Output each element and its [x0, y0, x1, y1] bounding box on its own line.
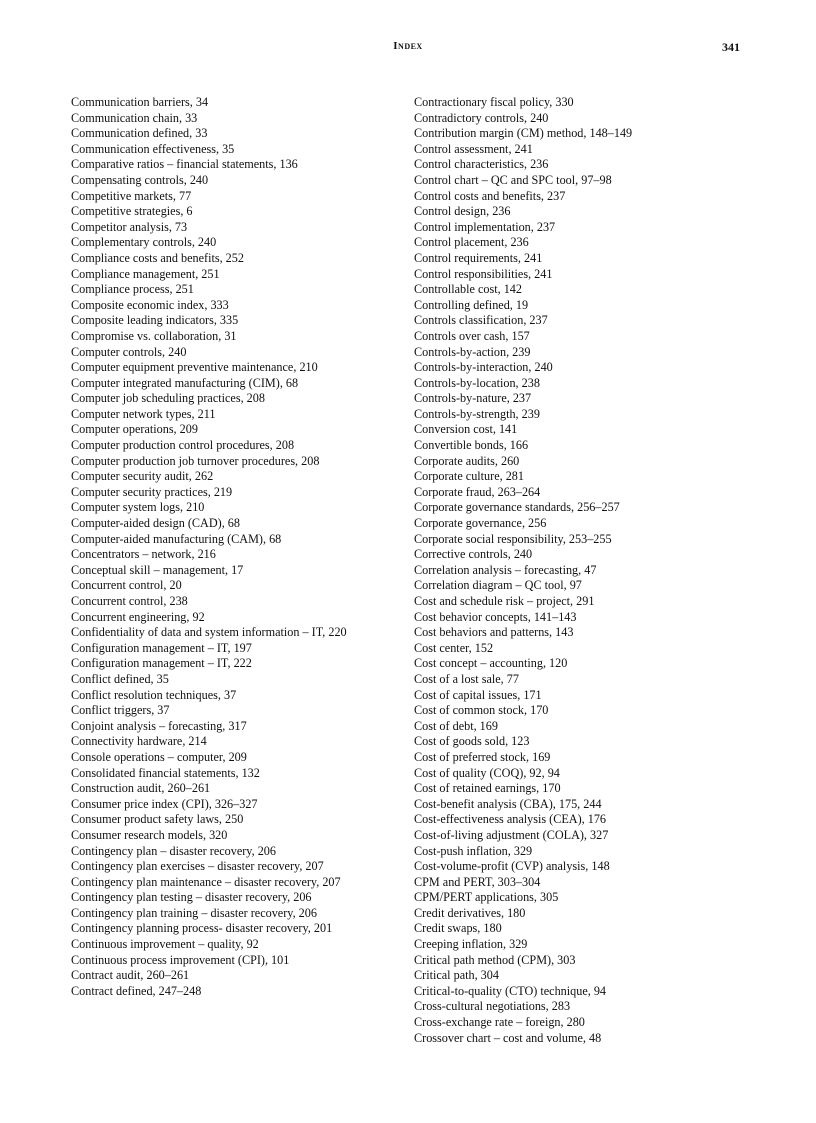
index-entry: Computer system logs, 210 — [71, 500, 205, 515]
index-entry: CPM and PERT, 303–304 — [414, 874, 541, 889]
index-entry: Control assessment, 241 — [414, 141, 533, 156]
index-entry: Conflict resolution techniques, 37 — [71, 687, 237, 702]
index-entry: Control characteristics, 236 — [414, 157, 549, 172]
index-entry: Contingency planning process- disaster recovery, 201 — [71, 921, 333, 936]
index-entry: Controls-by-location, 238 — [414, 375, 540, 390]
index-entry: Communication effectiveness, 35 — [71, 141, 235, 156]
index-entry: Cost of a lost sale, 77 — [414, 671, 519, 686]
index-entry: Controls over cash, 157 — [414, 328, 530, 343]
index-entry: Cost concept – accounting, 120 — [414, 656, 568, 671]
index-entry: Corporate governance, 256 — [414, 516, 547, 531]
index-entry: Competitive strategies, 6 — [71, 204, 193, 219]
index-entry: Conceptual skill – management, 17 — [71, 562, 244, 577]
index-entry: Computer equipment preventive maintenance, 210 — [71, 360, 318, 375]
index-entry: Conversion cost, 141 — [414, 422, 518, 437]
index-entry: Critical path, 304 — [414, 968, 499, 983]
index-entry: Computer security audit, 262 — [71, 469, 214, 484]
index-entry: Cost and schedule risk – project, 291 — [414, 594, 595, 608]
index-entry: Connectivity hardware, 214 — [71, 734, 207, 749]
index-entry: Computer security practices, 219 — [71, 484, 233, 499]
index-entry: Corporate culture, 281 — [414, 469, 524, 484]
index-column-right — [414, 95, 754, 1046]
index-entry: Contract audit, 260–261 — [71, 968, 190, 983]
index-entry: Conjoint analysis – forecasting, 317 — [71, 718, 247, 733]
index-entry: Consumer price index (CPI), 326–327 — [71, 796, 258, 811]
index-entry: Computer-aided manufacturing (CAM), 68 — [71, 531, 282, 546]
index-entry: Control requirements, 241 — [414, 250, 543, 265]
index-entry: CPM/PERT applications, 305 — [414, 890, 559, 905]
index-entry: Control responsibilities, 241 — [414, 266, 553, 281]
index-entry: Control chart – QC and SPC tool, 97–98 — [414, 172, 612, 187]
index-entry: Contingency plan exercises – disaster recovery, 207 — [71, 859, 324, 874]
index-entry: Continuous process improvement (CPI), 101 — [71, 952, 290, 967]
index-entry: Console operations – computer, 209 — [71, 749, 247, 764]
index-entry: Communication defined, 33 — [71, 126, 208, 141]
index-entry: Cost-of-living adjustment (COLA), 327 — [414, 827, 609, 842]
index-entry: Computer job scheduling practices, 208 — [71, 391, 265, 406]
index-entry: Cost of quality (COQ), 92, 94 — [414, 765, 560, 780]
index-entry: Cost of capital issues, 171 — [414, 687, 542, 702]
index-entry: Corporate fraud, 263–264 — [414, 484, 541, 499]
index-entry: Conflict defined, 35 — [71, 671, 169, 686]
index-entry: Compliance process, 251 — [71, 282, 194, 297]
index-entry: Consumer product safety laws, 250 — [71, 812, 244, 827]
index-entry: Credit derivatives, 180 — [414, 905, 526, 920]
index-entry: Contingency plan – disaster recovery, 206 — [71, 843, 276, 858]
running-head — [0, 40, 816, 60]
index-entry: Concurrent engineering, 92 — [71, 609, 205, 624]
index-entry: Corporate governance standards, 256–257 — [414, 500, 620, 515]
index-entry: Cost behavior concepts, 141–143 — [414, 609, 577, 624]
index-entry: Communication barriers, 34 — [71, 95, 209, 109]
index-entry: Controls-by-action, 239 — [414, 344, 531, 359]
index-entry: Communication chain, 33 — [71, 110, 198, 125]
index-entry: Contribution margin (CM) method, 148–149 — [414, 126, 633, 141]
index-entry: Cost-volume-profit (CVP) analysis, 148 — [414, 859, 610, 874]
index-entry: Cost of retained earnings, 170 — [414, 781, 561, 796]
index-entry: Compensating controls, 240 — [71, 172, 209, 187]
index-entry: Controllable cost, 142 — [414, 282, 522, 297]
running-head-title: Index — [393, 40, 423, 52]
index-entry: Compromise vs. collaboration, 31 — [71, 328, 237, 343]
index-entry: Cost of common stock, 170 — [414, 703, 549, 718]
index-entry: Computer production control procedures, 208 — [71, 438, 295, 453]
index-entry: Controls-by-interaction, 240 — [414, 360, 553, 375]
index-entry: Compliance costs and benefits, 252 — [71, 250, 244, 265]
index-entry: Controls-by-strength, 239 — [414, 406, 540, 421]
index-entry: Corporate social responsibility, 253–255 — [414, 531, 612, 546]
index-entry: Crossover chart – cost and volume, 48 — [414, 1030, 602, 1045]
index-entry: Cost of debt, 169 — [414, 718, 498, 733]
index-entry: Contractionary fiscal policy, 330 — [414, 95, 574, 109]
index-entry: Contract defined, 247–248 — [71, 983, 202, 998]
index-entry: Contingency plan testing – disaster recovery, 206 — [71, 890, 312, 905]
index-entry: Corporate audits, 260 — [414, 453, 520, 468]
index-entry: Composite economic index, 333 — [71, 297, 229, 312]
index-entry: Contradictory controls, 240 — [414, 110, 549, 125]
index-entry: Confidentiality of data and system information – IT, 220 — [71, 625, 347, 640]
index-entry: Controlling defined, 19 — [414, 297, 529, 312]
index-entry: Comparative ratios – financial statements, 136 — [71, 157, 298, 172]
index-entry: Construction audit, 260–261 — [71, 781, 211, 796]
index-entry: Cost-benefit analysis (CBA), 175, 244 — [414, 796, 602, 811]
index-column-left — [71, 95, 411, 999]
index-entry: Conflict triggers, 37 — [71, 703, 170, 718]
index-entry: Cost of goods sold, 123 — [414, 734, 530, 749]
index-entry: Corrective controls, 240 — [414, 547, 533, 562]
index-entry: Continuous improvement – quality, 92 — [71, 937, 259, 952]
index-entry: Contingency plan maintenance – disaster recovery, 207 — [71, 874, 341, 889]
index-entry: Concentrators – network, 216 — [71, 547, 216, 562]
index-entry: Computer operations, 209 — [71, 422, 198, 437]
index-entry: Contingency plan training – disaster recovery, 206 — [71, 905, 317, 920]
index-entry: Configuration management – IT, 197 — [71, 640, 252, 655]
index-entry: Correlation diagram – QC tool, 97 — [414, 578, 582, 593]
index-entry: Controls-by-nature, 237 — [414, 391, 532, 406]
index-entry: Cross-cultural negotiations, 283 — [414, 999, 571, 1014]
index-entry: Cost-push inflation, 329 — [414, 843, 533, 858]
index-entry: Complementary controls, 240 — [71, 235, 217, 250]
index-entry: Configuration management – IT, 222 — [71, 656, 252, 671]
index-entry: Computer production job turnover procedures, 208 — [71, 453, 320, 468]
index-entry: Consumer research models, 320 — [71, 827, 228, 842]
index-entry: Cost of preferred stock, 169 — [414, 749, 551, 764]
index-entry: Cost behaviors and patterns, 143 — [414, 625, 574, 640]
index-entry: Control costs and benefits, 237 — [414, 188, 566, 203]
index-entry: Computer controls, 240 — [71, 344, 187, 359]
index-entry: Composite leading indicators, 335 — [71, 313, 239, 328]
index-entry: Computer network types, 211 — [71, 406, 216, 421]
index-entry: Credit swaps, 180 — [414, 921, 502, 936]
index-entry: Cost center, 152 — [414, 640, 494, 655]
index-entry: Concurrent control, 238 — [71, 594, 188, 608]
index-entry: Consolidated financial statements, 132 — [71, 765, 260, 780]
index-entry: Concurrent control, 20 — [71, 578, 182, 593]
index-entry: Control implementation, 237 — [414, 219, 556, 234]
index-entry: Computer integrated manufacturing (CIM), 68 — [71, 375, 299, 390]
index-entry: Cross-exchange rate – foreign, 280 — [414, 1015, 585, 1030]
index-entry: Computer-aided design (CAD), 68 — [71, 516, 240, 531]
index-entry: Creeping inflation, 329 — [414, 937, 528, 952]
page-number: 341 — [722, 40, 740, 54]
index-entry: Correlation analysis – forecasting, 47 — [414, 562, 597, 577]
index-entry: Convertible bonds, 166 — [414, 438, 529, 453]
index-entry: Critical path method (CPM), 303 — [414, 952, 576, 967]
index-entry: Cost-effectiveness analysis (CEA), 176 — [414, 812, 607, 827]
index-entry: Control design, 236 — [414, 204, 511, 219]
index-entry: Controls classification, 237 — [414, 313, 548, 328]
index-entry: Competitive markets, 77 — [71, 188, 192, 203]
index-entry: Competitor analysis, 73 — [71, 219, 188, 234]
index-entry: Compliance management, 251 — [71, 266, 220, 281]
index-entry: Critical-to-quality (CTO) technique, 94 — [414, 983, 607, 998]
index-entry: Control placement, 236 — [414, 235, 529, 250]
